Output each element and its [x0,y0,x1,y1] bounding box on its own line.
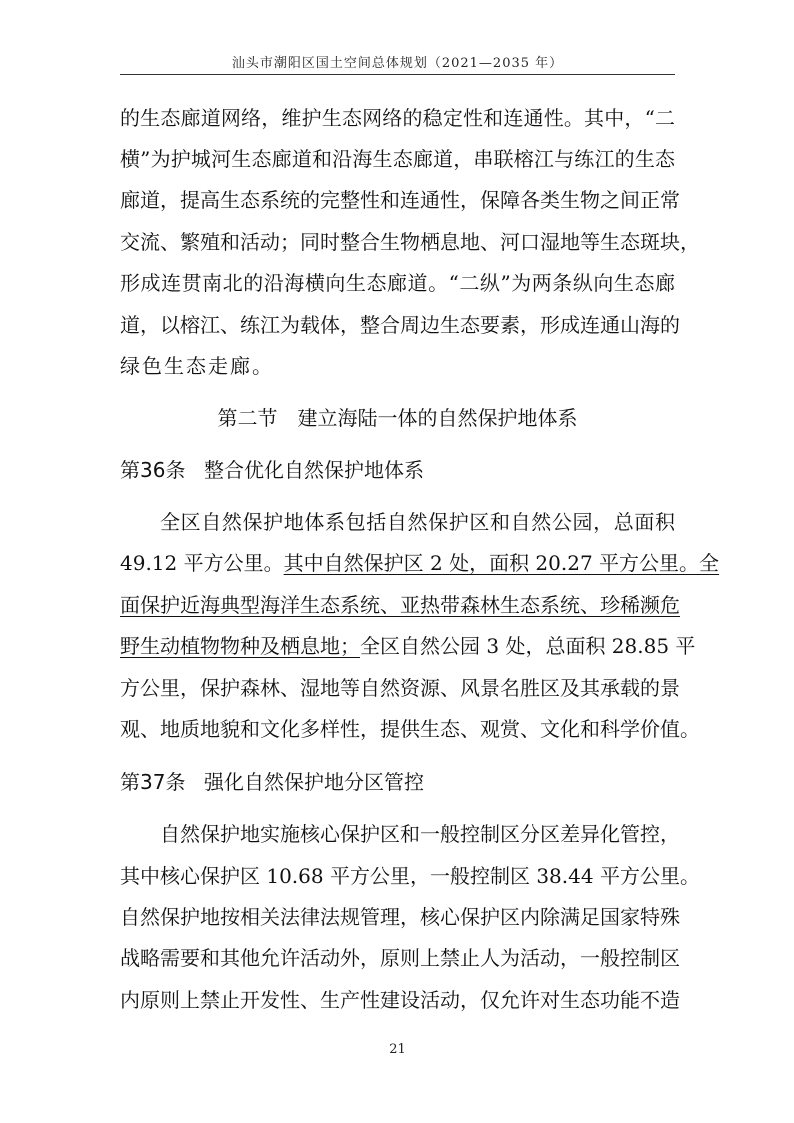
paragraph-line: 交流、繁殖和活动；同时整合生物栖息地、河口湿地等生态斑块， [120,230,700,254]
paragraph-line: 道，以榕江、练江为载体，整合周边生态要素，形成连通山海的 [120,313,680,337]
running-header: 汕头市潮阳区国土空间总体规划（2021—2035 年） [231,56,564,71]
paragraph-line [120,590,680,620]
article-title: 整合优化自然保护地体系 [204,458,424,482]
text-span: 全区自然公园 3 处，总面积 28.85 平 [360,634,696,658]
page-number: 21 [389,1042,406,1057]
paragraph-line: 绿色生态走廊。 [120,354,274,378]
paragraph-line: 全区自然保护地体系包括自然保护区和自然公园，总面积 [160,510,675,534]
paragraph-line: 战略需要和其他允许活动外，原则上禁止人为活动，一般控制区 [120,946,680,970]
header-divider [120,74,675,75]
article-number: 第36条 [120,458,186,482]
underlined-text: 野生动植物物种及栖息地； [120,634,360,658]
paragraph-line: 横”为护城河生态廊道和沿海生态廊道，串联榕江与练江的生态 [120,147,675,171]
underlined-text: 面保护近海典型海洋生态系统、亚热带森林生态系统、珍稀濒危 [120,593,680,617]
article-title: 强化自然保护地分区管控 [204,770,424,794]
paragraph-line: 自然保护地实施核心保护区和一般控制区分区差异化管控， [160,822,680,846]
paragraph-line: 其中核心保护区 10.68 平方公里，一般控制区 38.44 平方公里。 [120,864,700,888]
paragraph-line: 形成连贯南北的沿海横向生态廊道。“二纵”为两条纵向生态廊 [120,271,675,295]
paragraph-line: 的生态廊道网络，维护生态网络的稳定性和连通性。其中，“二 [120,106,675,130]
paragraph-line [120,548,720,578]
paragraph-line: 自然保护地按相关法律法规管理，核心保护区内除满足国家特殊 [120,905,680,929]
paragraph-line: 内原则上禁止开发性、生产性建设活动，仅允许对生态功能不造 [120,988,680,1012]
article-36-heading [120,455,675,485]
article-number: 第37条 [120,770,186,794]
article-37-heading [120,767,675,797]
paragraph-line [120,631,696,661]
text-span: 49.12 平方公里。 [120,551,284,575]
paragraph-line: 廊道，提高生态系统的完整性和连通性，保障各类生物之间正常 [120,188,680,212]
section-heading: 第二节 建立海陆一体的自然保护地体系 [217,406,578,430]
paragraph-line: 方公里，保护森林、湿地等自然资源、风景名胜区及其承载的景 [120,676,680,700]
paragraph-line: 观、地质地貌和文化多样性，提供生态、观赏、文化和科学价值。 [120,717,700,741]
underlined-text: 其中自然保护区 2 处，面积 20.27 平方公里。全 [283,551,720,575]
